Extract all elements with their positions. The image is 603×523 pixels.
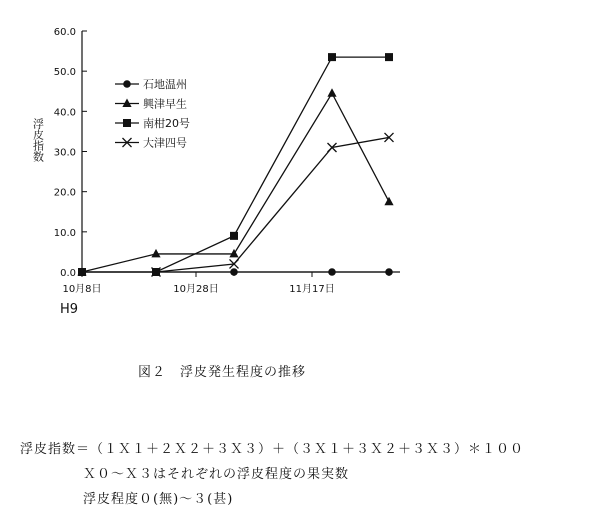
triangle-marker — [151, 249, 160, 257]
y-tick-label: 0.0 — [60, 268, 76, 279]
square-marker — [328, 53, 336, 61]
y-tick-label: 20.0 — [53, 187, 76, 199]
square-marker — [123, 119, 131, 127]
series-line-4 — [156, 137, 389, 272]
legend-label: 石地温州 — [143, 78, 187, 91]
x-tick-label: 10月8日 — [62, 284, 102, 295]
x-tick-label: 10月28日 — [173, 284, 219, 295]
legend — [115, 77, 190, 150]
square-marker — [385, 53, 393, 61]
legend-label: 大津四号 — [143, 136, 187, 150]
triangle-marker — [229, 249, 238, 257]
y-tick-label: 40.0 — [53, 107, 76, 119]
legend-label: 南柑20号 — [143, 117, 190, 130]
y-tick-label: 10.0 — [53, 227, 76, 239]
square-marker — [78, 268, 86, 276]
chart-axes — [82, 31, 400, 272]
y-tick-label: 50.0 — [53, 67, 76, 79]
figure-caption: 図２ 浮皮発生程度の推移 — [138, 365, 307, 380]
legend-label: 興津早生 — [143, 97, 187, 111]
circle-marker — [123, 80, 131, 88]
circle-marker — [385, 268, 393, 276]
formula-note: 浮皮指数＝（１Ｘ１＋２Ｘ２＋３Ｘ３）＋（３Ｘ１＋３Ｘ２＋３Ｘ３）＊１００ — [20, 442, 525, 457]
scale-note: 浮皮程度０(無)～３(甚) — [83, 492, 234, 507]
square-marker — [230, 232, 238, 240]
circle-marker — [328, 268, 336, 276]
y-tick-label: 30.0 — [53, 147, 76, 159]
year-label: H9 — [60, 302, 79, 317]
definition-note: Ｘ０～Ｘ３はそれぞれの浮皮程度の果実数 — [83, 467, 350, 482]
y-tick-label: 60.0 — [53, 27, 76, 38]
y-axis-label: 浮皮指数 — [31, 118, 45, 162]
triangle-marker — [327, 88, 336, 97]
x-axis-ticks — [62, 272, 389, 295]
x-tick-label: 11月17日 — [289, 284, 335, 295]
triangle-marker — [384, 197, 393, 206]
circle-marker — [230, 268, 238, 276]
triangle-marker — [122, 99, 131, 108]
